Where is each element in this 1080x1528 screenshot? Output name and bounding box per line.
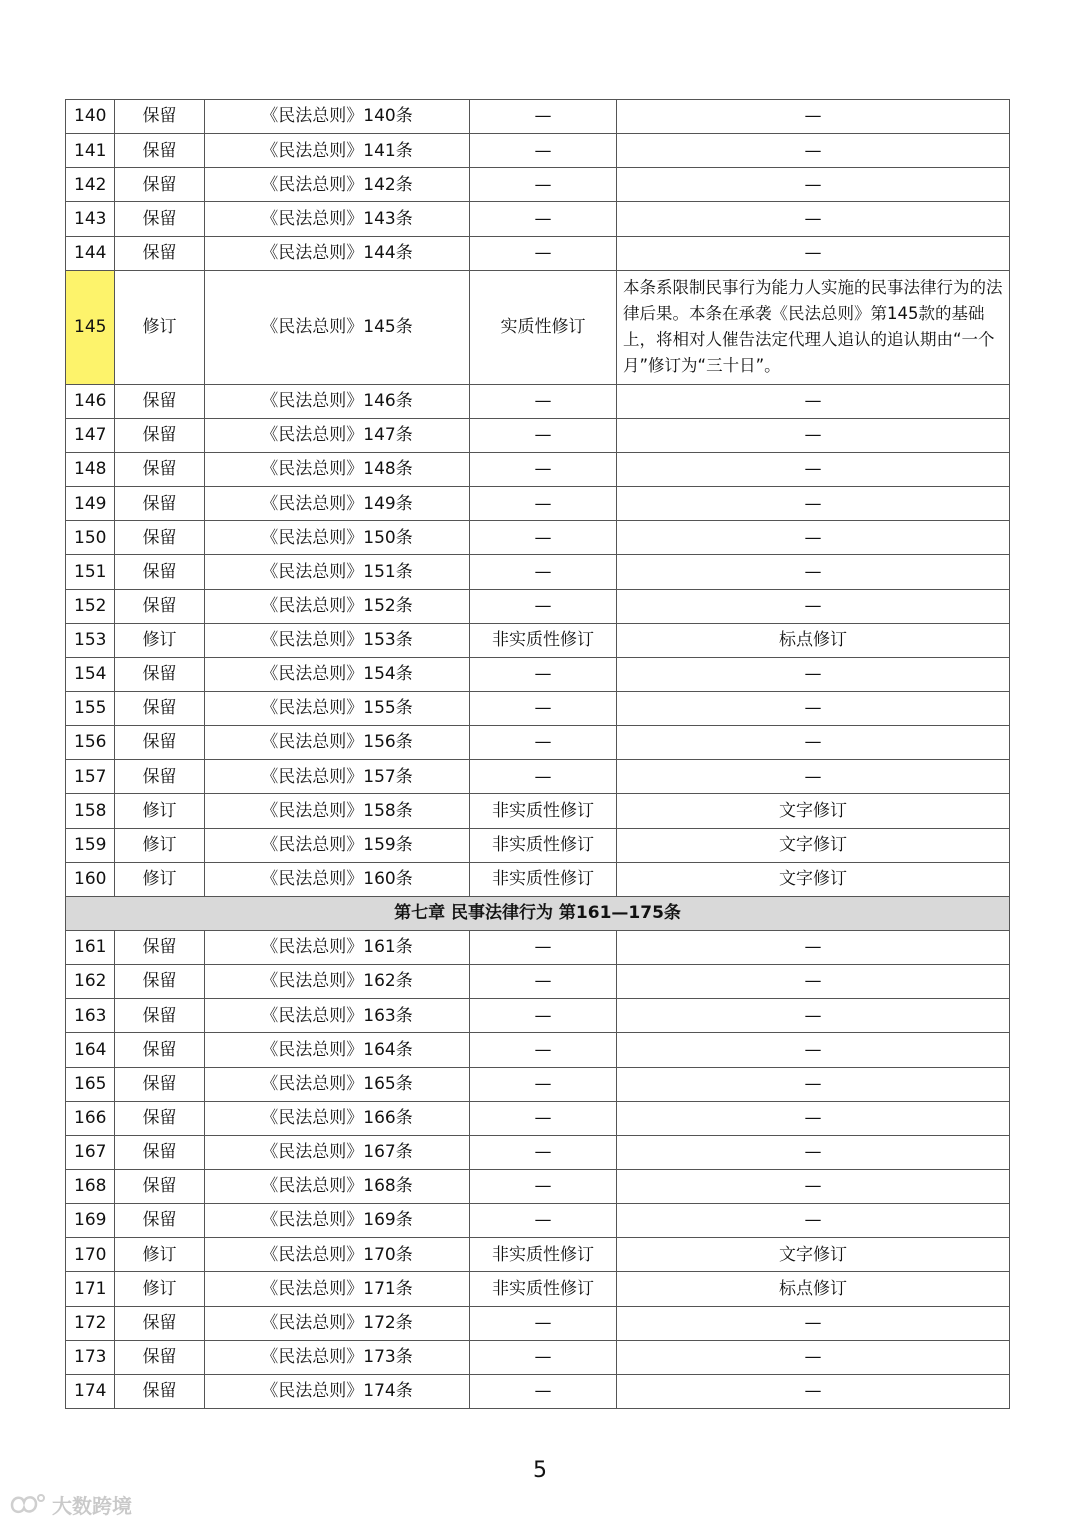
table-row: [66, 657, 1010, 691]
source-cell: 《民法总则》153条: [205, 623, 470, 657]
revision-type-cell: —: [470, 1135, 617, 1169]
note-cell: 文字修订: [617, 862, 1010, 896]
source-cell: 《民法总则》161条: [205, 930, 470, 964]
source-cell: 《民法总则》145条: [205, 270, 470, 384]
status-cell: 保留: [115, 1135, 205, 1169]
table-row: [66, 1033, 1010, 1067]
article-number-cell: 153: [66, 623, 115, 657]
revision-type-cell: —: [470, 134, 617, 168]
note-cell: —: [617, 1067, 1010, 1101]
revision-type-cell: —: [470, 1306, 617, 1340]
table-row: [66, 691, 1010, 725]
note-cell: 文字修订: [617, 1238, 1010, 1272]
table-row: [66, 726, 1010, 760]
article-number-cell: 156: [66, 726, 115, 760]
table-row: [66, 270, 1010, 384]
article-number-cell: 143: [66, 202, 115, 236]
table-row: [66, 236, 1010, 270]
revision-type-cell: 非实质性修订: [470, 828, 617, 862]
source-cell: 《民法总则》151条: [205, 555, 470, 589]
note-cell: —: [617, 1101, 1010, 1135]
article-number-cell: 164: [66, 1033, 115, 1067]
note-cell: —: [617, 555, 1010, 589]
source-cell: 《民法总则》141条: [205, 134, 470, 168]
article-number-cell: 142: [66, 168, 115, 202]
article-number-cell: 154: [66, 657, 115, 691]
status-cell: 保留: [115, 999, 205, 1033]
table-row: [66, 1204, 1010, 1238]
article-number-cell: 161: [66, 930, 115, 964]
comparison-table: [65, 99, 1010, 1409]
source-cell: 《民法总则》152条: [205, 589, 470, 623]
revision-type-cell: —: [470, 1169, 617, 1203]
source-cell: 《民法总则》163条: [205, 999, 470, 1033]
note-cell: —: [617, 930, 1010, 964]
note-cell: —: [617, 1306, 1010, 1340]
revision-type-cell: —: [470, 760, 617, 794]
table-row: [66, 1169, 1010, 1203]
table-row: [66, 623, 1010, 657]
source-cell: 《民法总则》159条: [205, 828, 470, 862]
article-number-cell: 169: [66, 1204, 115, 1238]
table-row: [66, 965, 1010, 999]
article-number-cell: 149: [66, 487, 115, 521]
note-cell: —: [617, 384, 1010, 418]
revision-type-cell: —: [470, 1204, 617, 1238]
source-cell: 《民法总则》173条: [205, 1340, 470, 1374]
table-row: [66, 1272, 1010, 1306]
note-cell: —: [617, 236, 1010, 270]
source-cell: 《民法总则》148条: [205, 452, 470, 486]
page-number: 5: [533, 1458, 547, 1483]
chapter-header-row: [66, 896, 1010, 930]
article-number-cell: 140: [66, 100, 115, 134]
article-number-cell: 167: [66, 1135, 115, 1169]
table-row: [66, 134, 1010, 168]
note-cell: 文字修订: [617, 794, 1010, 828]
status-cell: 保留: [115, 1374, 205, 1408]
table-row: [66, 862, 1010, 896]
table-row: [66, 452, 1010, 486]
article-number-cell: 145: [66, 270, 115, 384]
source-cell: 《民法总则》154条: [205, 657, 470, 691]
revision-type-cell: —: [470, 965, 617, 999]
status-cell: 保留: [115, 1306, 205, 1340]
status-cell: 保留: [115, 134, 205, 168]
table-row: [66, 930, 1010, 964]
source-cell: 《民法总则》157条: [205, 760, 470, 794]
source-cell: 《民法总则》144条: [205, 236, 470, 270]
status-cell: 保留: [115, 1340, 205, 1374]
revision-type-cell: —: [470, 168, 617, 202]
article-number-cell: 165: [66, 1067, 115, 1101]
note-cell: —: [617, 1340, 1010, 1374]
note-cell: —: [617, 168, 1010, 202]
table-row: [66, 1101, 1010, 1135]
watermark: [8, 1490, 132, 1519]
status-cell: 修订: [115, 794, 205, 828]
source-cell: 《民法总则》169条: [205, 1204, 470, 1238]
article-number-cell: 162: [66, 965, 115, 999]
note-cell: —: [617, 965, 1010, 999]
table-row: [66, 168, 1010, 202]
revision-type-cell: —: [470, 589, 617, 623]
note-cell: —: [617, 1033, 1010, 1067]
note-cell: —: [617, 418, 1010, 452]
source-cell: 《民法总则》143条: [205, 202, 470, 236]
source-cell: 《民法总则》140条: [205, 100, 470, 134]
article-number-cell: 168: [66, 1169, 115, 1203]
article-number-cell: 163: [66, 999, 115, 1033]
article-number-cell: 174: [66, 1374, 115, 1408]
revision-type-cell: —: [470, 521, 617, 555]
revision-type-cell: —: [470, 657, 617, 691]
revision-type-cell: —: [470, 999, 617, 1033]
status-cell: 保留: [115, 691, 205, 725]
revision-type-cell: 实质性修订: [470, 270, 617, 384]
watermark-text: 大数跨境: [52, 1494, 132, 1518]
note-cell: 本条系限制民事行为能力人实施的民事法律行为的法律后果。本条在承袭《民法总则》第145款的基础上，将相对人催告法定代理人追认的追认期由“一个月”修订为“三十日”。: [617, 270, 1010, 384]
revision-type-cell: —: [470, 487, 617, 521]
status-cell: 保留: [115, 487, 205, 521]
revision-type-cell: —: [470, 418, 617, 452]
source-cell: 《民法总则》174条: [205, 1374, 470, 1408]
revision-type-cell: 非实质性修订: [470, 1238, 617, 1272]
note-cell: 标点修订: [617, 623, 1010, 657]
note-cell: —: [617, 657, 1010, 691]
table-row: [66, 1135, 1010, 1169]
note-cell: —: [617, 202, 1010, 236]
status-cell: 保留: [115, 236, 205, 270]
source-cell: 《民法总则》147条: [205, 418, 470, 452]
status-cell: 保留: [115, 202, 205, 236]
status-cell: 保留: [115, 384, 205, 418]
note-cell: —: [617, 1204, 1010, 1238]
article-number-cell: 173: [66, 1340, 115, 1374]
revision-type-cell: 非实质性修订: [470, 794, 617, 828]
article-number-cell: 141: [66, 134, 115, 168]
status-cell: 保留: [115, 168, 205, 202]
article-number-cell: 159: [66, 828, 115, 862]
article-number-cell: 148: [66, 452, 115, 486]
status-cell: 修订: [115, 862, 205, 896]
revision-type-cell: —: [470, 100, 617, 134]
article-number-cell: 171: [66, 1272, 115, 1306]
article-number-cell: 146: [66, 384, 115, 418]
article-number-cell: 160: [66, 862, 115, 896]
article-number-cell: 157: [66, 760, 115, 794]
table-row: [66, 521, 1010, 555]
article-number-cell: 152: [66, 589, 115, 623]
source-cell: 《民法总则》149条: [205, 487, 470, 521]
source-cell: 《民法总则》171条: [205, 1272, 470, 1306]
status-cell: 修订: [115, 1238, 205, 1272]
note-cell: —: [617, 1135, 1010, 1169]
table-row: [66, 555, 1010, 589]
table-row: [66, 1374, 1010, 1408]
status-cell: 保留: [115, 1204, 205, 1238]
article-number-cell: 155: [66, 691, 115, 725]
revision-type-cell: —: [470, 691, 617, 725]
revision-type-cell: —: [470, 1101, 617, 1135]
status-cell: 保留: [115, 100, 205, 134]
article-number-cell: 151: [66, 555, 115, 589]
table-row: [66, 100, 1010, 134]
status-cell: 保留: [115, 1169, 205, 1203]
note-cell: —: [617, 1374, 1010, 1408]
table-row: [66, 418, 1010, 452]
revision-type-cell: —: [470, 555, 617, 589]
status-cell: 保留: [115, 657, 205, 691]
source-cell: 《民法总则》164条: [205, 1033, 470, 1067]
table-body: [66, 100, 1010, 1409]
note-cell: —: [617, 691, 1010, 725]
status-cell: 保留: [115, 589, 205, 623]
article-number-cell: 158: [66, 794, 115, 828]
note-cell: —: [617, 999, 1010, 1033]
source-cell: 《民法总则》170条: [205, 1238, 470, 1272]
article-number-cell: 147: [66, 418, 115, 452]
table-row: [66, 1340, 1010, 1374]
article-number-cell: 144: [66, 236, 115, 270]
source-cell: 《民法总则》146条: [205, 384, 470, 418]
status-cell: 保留: [115, 760, 205, 794]
status-cell: 修订: [115, 623, 205, 657]
status-cell: 修订: [115, 270, 205, 384]
source-cell: 《民法总则》150条: [205, 521, 470, 555]
source-cell: 《民法总则》166条: [205, 1101, 470, 1135]
table-row: [66, 202, 1010, 236]
article-number-cell: 172: [66, 1306, 115, 1340]
note-cell: —: [617, 726, 1010, 760]
article-number-cell: 166: [66, 1101, 115, 1135]
note-cell: —: [617, 521, 1010, 555]
revision-type-cell: —: [470, 1374, 617, 1408]
note-cell: —: [617, 487, 1010, 521]
source-cell: 《民法总则》167条: [205, 1135, 470, 1169]
note-cell: —: [617, 452, 1010, 486]
article-number-cell: 150: [66, 521, 115, 555]
source-cell: 《民法总则》155条: [205, 691, 470, 725]
note-cell: 文字修订: [617, 828, 1010, 862]
status-cell: 保留: [115, 1033, 205, 1067]
table-row: [66, 1306, 1010, 1340]
source-cell: 《民法总则》168条: [205, 1169, 470, 1203]
note-cell: —: [617, 1169, 1010, 1203]
revision-type-cell: —: [470, 384, 617, 418]
revision-type-cell: —: [470, 236, 617, 270]
status-cell: 修订: [115, 828, 205, 862]
revision-type-cell: —: [470, 930, 617, 964]
status-cell: 保留: [115, 965, 205, 999]
status-cell: 保留: [115, 726, 205, 760]
table-row: [66, 487, 1010, 521]
note-cell: —: [617, 589, 1010, 623]
table-row: [66, 589, 1010, 623]
table-row: [66, 384, 1010, 418]
revision-type-cell: —: [470, 1067, 617, 1101]
source-cell: 《民法总则》172条: [205, 1306, 470, 1340]
status-cell: 保留: [115, 1067, 205, 1101]
table-row: [66, 828, 1010, 862]
brand-logo-icon: [8, 1492, 46, 1518]
source-cell: 《民法总则》162条: [205, 965, 470, 999]
status-cell: 修订: [115, 1272, 205, 1306]
status-cell: 保留: [115, 521, 205, 555]
revision-type-cell: 非实质性修订: [470, 623, 617, 657]
status-cell: 保留: [115, 418, 205, 452]
status-cell: 保留: [115, 555, 205, 589]
source-cell: 《民法总则》142条: [205, 168, 470, 202]
article-number-cell: 170: [66, 1238, 115, 1272]
source-cell: 《民法总则》165条: [205, 1067, 470, 1101]
source-cell: 《民法总则》160条: [205, 862, 470, 896]
table-row: [66, 760, 1010, 794]
chapter-title: 第七章 民事法律行为 第161—175条: [66, 896, 1010, 930]
note-cell: —: [617, 760, 1010, 794]
table-row: [66, 1067, 1010, 1101]
table-row: [66, 999, 1010, 1033]
note-cell: —: [617, 134, 1010, 168]
note-cell: 标点修订: [617, 1272, 1010, 1306]
status-cell: 保留: [115, 930, 205, 964]
source-cell: 《民法总则》156条: [205, 726, 470, 760]
revision-type-cell: —: [470, 202, 617, 236]
table-row: [66, 1238, 1010, 1272]
status-cell: 保留: [115, 1101, 205, 1135]
note-cell: —: [617, 100, 1010, 134]
revision-type-cell: —: [470, 452, 617, 486]
source-cell: 《民法总则》158条: [205, 794, 470, 828]
table-row: [66, 794, 1010, 828]
revision-type-cell: —: [470, 726, 617, 760]
revision-type-cell: 非实质性修订: [470, 1272, 617, 1306]
revision-type-cell: —: [470, 1033, 617, 1067]
status-cell: 保留: [115, 452, 205, 486]
revision-type-cell: 非实质性修订: [470, 862, 617, 896]
revision-type-cell: —: [470, 1340, 617, 1374]
